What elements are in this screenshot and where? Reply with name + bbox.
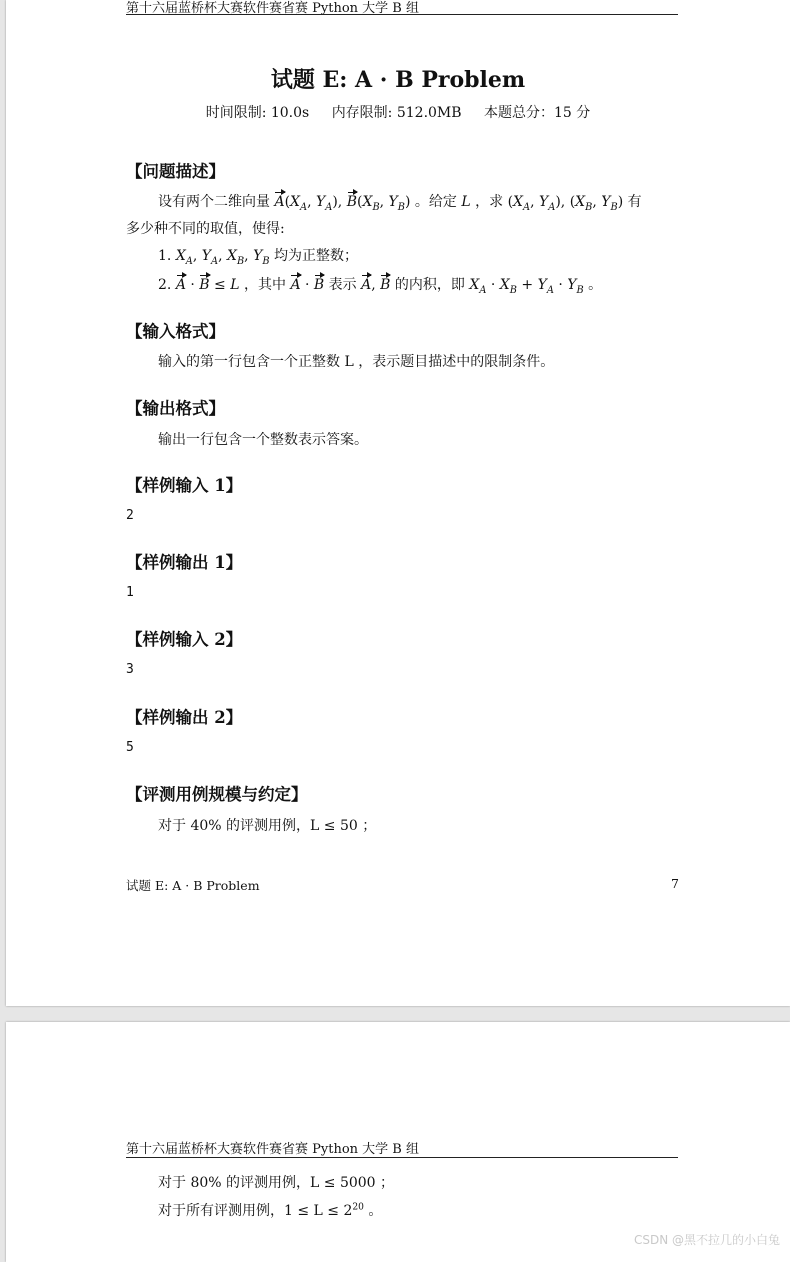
section-heading-sample-output-1: 【样例输出 1】 [126,553,243,572]
footer-title: 试题 E: A · B Problem [126,878,260,893]
description-line-1: 设有两个二维向量 $A(X_A$, $Y_A$), $B(X_B$, $Y_B$) 。给定 L ，求 ($X_A$, $Y_A$), ($X_B$, $Y_B$) 有 [158,194,642,213]
header-rule [126,14,678,15]
math-dot-formula: $X_A \cdot X_B + Y_A \cdot Y_B$ [469,277,584,296]
scale-line-2: 对于 80% 的评测用例，L ≤ 5000 ； [158,1175,395,1191]
page-number: 7 [671,876,679,891]
math-inner: A · B [290,277,325,293]
condition-item-2: 2. A · B ≤ L ，其中 A · B 表示 A, B 的内积，即 $X_A \cdot X_B + Y_A \cdot Y_B$ 。 [158,277,603,296]
sample-output-2: 5 [126,740,134,755]
desc-text-c: ，求 [475,194,504,210]
desc-text-a: 设有两个二维向量 [158,194,270,210]
problem-limits [6,102,790,122]
input-format-text: 输入的第一行包含一个正整数 L ，表示题目描述中的限制条件。 [158,354,555,370]
desc-text-d: 有 [627,194,642,210]
section-heading-sample-input-2: 【样例输入 2】 [126,630,243,649]
watermark: CSDN @黑不拉几的小白兔 [633,1233,780,1247]
desc-text-b: 。给定 [414,194,457,210]
section-heading-output: 【输出格式】 [126,399,225,418]
sample-output-1: 1 [126,585,134,600]
scale-line-3: 对于所有评测用例，$1 \le L \le 2^{20}$ 。 [158,1202,383,1219]
condition-item-1: 1. $X_A$, $Y_A$, $X_B$, $Y_B$ 均为正整数； [158,248,358,267]
section-heading-description: 【问题描述】 [126,162,225,181]
math-pairs: ($X_A$, $Y_A$), ($X_B$, $Y_B$) [507,194,624,213]
section-heading-scale: 【评测用例规模与约定】 [126,785,308,804]
header-rule-page-2 [126,1157,678,1158]
sample-input-2: 3 [126,662,134,677]
memory-limit: 内存限制: 512.0MB [331,105,462,121]
output-format-text: 输出一行包含一个整数表示答案。 [158,432,368,448]
time-limit: 时间限制: 10.0s [205,105,310,121]
math-positives: $X_A$, $Y_A$, $X_B$, $Y_B$ [175,248,270,267]
running-header: 第十六届蓝桥杯大赛软件赛省赛 Python 大学 B 组 [126,1,419,16]
running-header-page-2: 第十六届蓝桥杯大赛软件赛省赛 Python 大学 B 组 [126,1142,419,1157]
scale-line-1: 对于 40% 的评测用例，L ≤ 50 ； [158,818,377,834]
document-page-1 [6,0,790,1006]
section-heading-sample-output-2: 【样例输出 2】 [126,708,243,727]
math-vectors: $A(X_A$, $Y_A$), $B(X_B$, $Y_B$) [274,194,411,213]
problem-title: 试题 E: A · B Problem [270,67,526,93]
document-page-2 [6,1022,790,1262]
section-heading-input: 【输入格式】 [126,322,225,341]
section-heading-sample-input-1: 【样例输入 1】 [126,476,243,495]
math-pair-ab: A, B [361,277,391,293]
math-inner-bound: A · B ≤ L [175,277,240,293]
total-score: 本题总分：15 分 [484,105,591,121]
sample-input-1: 2 [126,508,134,523]
description-line-2: 多少种不同的取值，使得: [126,221,285,237]
